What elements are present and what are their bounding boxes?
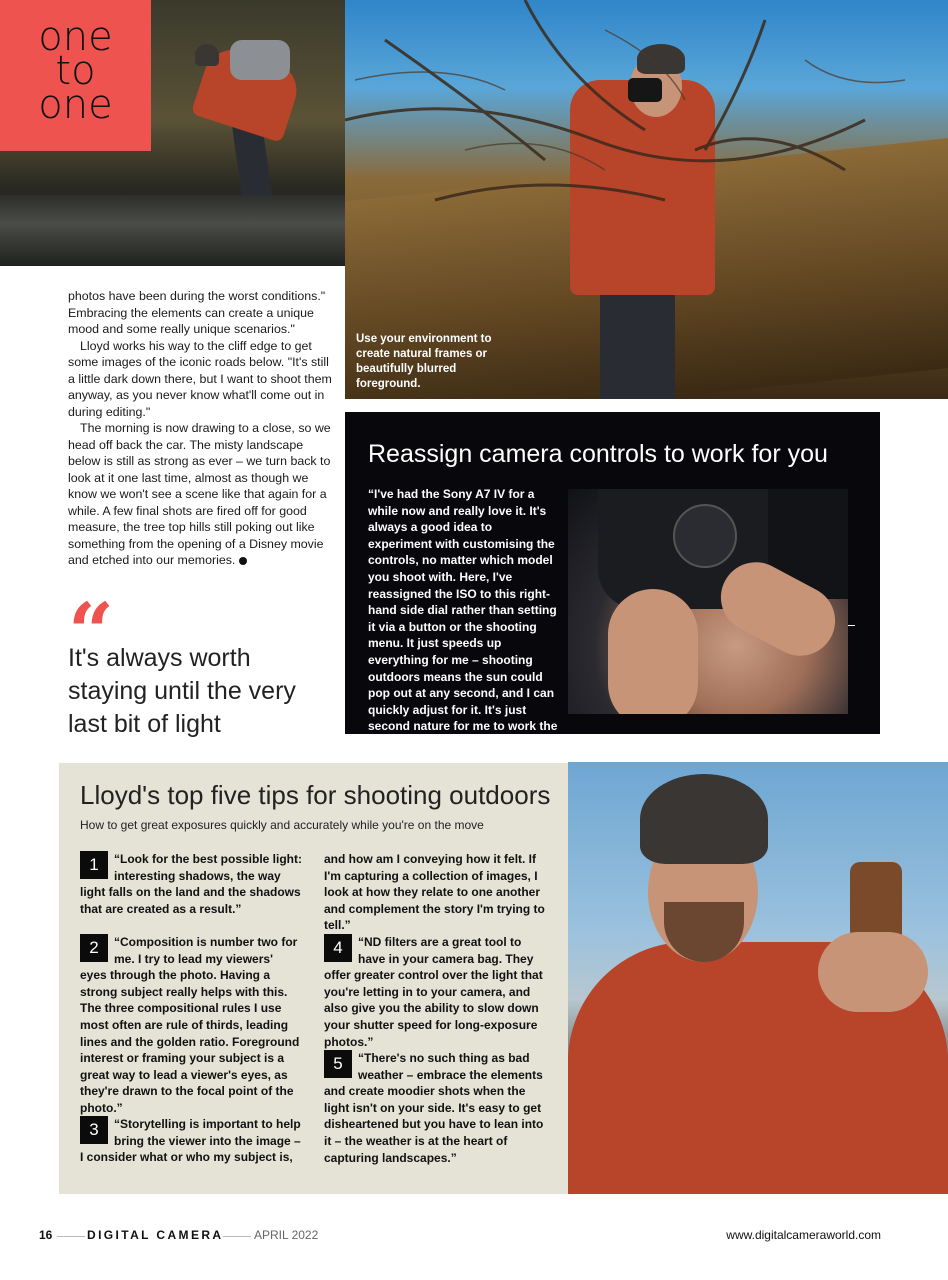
rocks xyxy=(0,195,345,266)
backpack xyxy=(230,40,290,80)
tip-text: “ND filters are a great tool to have in your camera bag. They offer greater control over the light that you're letting in to your camera, and also give you the ability to slow down your shutter speed for long-exposure photos.” xyxy=(324,935,543,1049)
tip-text: and how am I conveying how it felt. If I'm capturing a collection of images, I look at how they relate to one another and complement the story I'm trying to tell.” xyxy=(324,852,545,933)
tip-item xyxy=(80,1116,302,1166)
tip-text: “Composition is number two for me. I try to lead my viewers' eyes through the photo. Having a strong subject really helps with this. The three compositional rules I use most often are rule of thirds, leading lines and the golden ratio. Foreground interest or framing your subject is a great way to lead a viewer's eyes, as they're drawn to the focal point of the photo.” xyxy=(80,935,300,1115)
beanie xyxy=(640,774,768,864)
tip-text: “There's no such thing as bad weather – embrace the elements and create moodier shots when the light isn't on your side. It's easy to get disheartened but you have to lean into it – the weather is at the heart of capturing landscapes.” xyxy=(324,1051,544,1165)
tip-number: 4 xyxy=(324,934,352,962)
tip-item xyxy=(80,851,302,917)
body-paragraph: The morning is now drawing to a close, so we head off back the car. The misty landscape below is still as strong as ever – we turn back to look at it one last time, almost as though we know we won't see a scene like that again for a while. A few final shots are fired off for good measure, the tree top hills still poking out like something from the opening of a Disney movie and etched into our memories. xyxy=(68,421,331,567)
photo-caption: Use your environment to create natural frames or beautifully blurred foreground. xyxy=(356,333,492,390)
series-word-one-2: one xyxy=(38,82,113,128)
photo-camera-dial-closeup xyxy=(568,489,848,714)
page-number: 16 xyxy=(39,1228,53,1242)
photo-photographer-with-phone xyxy=(568,762,948,1194)
boxout-title: Reassign camera controls to work for you xyxy=(368,440,828,468)
boxout-text: “I've had the Sony A7 IV for a while now and really love it. It's always a good idea to experiment with customising the controls, no matter which model you shoot with. Here, I've reassigned the ISO to this right-hand side dial rather than setting it via a button or the shooting menu. It just speeds up everything for me – shooting outdoors means the sun could pop out at any second, and I can quickly adjust for it. It's just second nature for me to work the camera this way now.” xyxy=(368,487,558,750)
hands xyxy=(818,932,928,1012)
footer-rule xyxy=(57,1236,85,1237)
issue-date: APRIL 2022 xyxy=(254,1228,319,1242)
photo-subject-head xyxy=(195,44,219,66)
divider xyxy=(848,625,855,626)
footer-rule xyxy=(223,1236,251,1237)
tip-item xyxy=(324,1050,546,1166)
magazine-name: DIGITAL CAMERA xyxy=(87,1228,224,1242)
tip-item-continued xyxy=(324,851,546,934)
series-word-to: to xyxy=(55,48,96,94)
body-paragraph: Lloyd works his way to the cliff edge to get some images of the iconic roads below. "It's still a little dark down there, but I want to shoot them anyway, as you never know what'll come out in during editing." xyxy=(68,338,332,419)
tip-number: 3 xyxy=(80,1116,108,1144)
series-badge xyxy=(0,0,151,151)
tips-title: Lloyd's top five tips for shooting outdoors xyxy=(80,780,551,810)
page-footer xyxy=(39,1228,881,1244)
thumb xyxy=(608,589,698,714)
tip-number: 5 xyxy=(324,1050,352,1078)
mode-dial-icon xyxy=(673,504,737,568)
tip-number: 2 xyxy=(80,934,108,962)
tip-item xyxy=(324,934,546,1050)
tips-subtitle: How to get great exposures quickly and accurately while you're on the move xyxy=(80,818,484,832)
tip-text: “Storytelling is important to help bring the viewer into the image – I consider what or who my subject is, xyxy=(80,1117,301,1165)
pull-quote: It's always worth staying until the very last bit of light xyxy=(68,644,296,738)
tip-number: 1 xyxy=(80,851,108,879)
tip-item xyxy=(80,934,302,1117)
series-word-one: one xyxy=(38,14,113,60)
tip-text: “Look for the best possible light: interesting shadows, the way light falls on the land and the shadows that are created as a result.” xyxy=(80,852,303,916)
website-url: www.digitalcameraworld.com xyxy=(726,1228,881,1242)
article-body xyxy=(68,288,338,569)
body-paragraph: photos have been during the worst conditions." Embracing the elements can create a unique mood and some really unique scenarios." xyxy=(68,289,326,336)
quote-mark-icon: “ xyxy=(68,585,115,679)
end-mark-icon xyxy=(239,557,247,565)
